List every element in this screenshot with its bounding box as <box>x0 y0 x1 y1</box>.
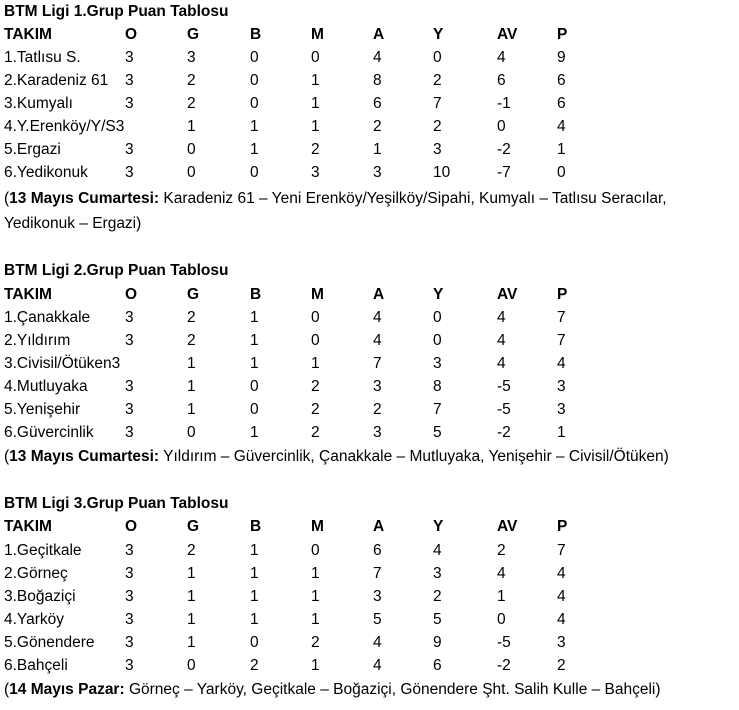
header-takim: TAKIM <box>4 518 52 535</box>
stat-cell: 4 <box>557 588 566 605</box>
stat-cell: 2 <box>187 309 196 326</box>
header-p: P <box>557 518 568 535</box>
table-row <box>0 421 739 444</box>
header-a: A <box>373 26 385 43</box>
stat-cell: 1 <box>250 332 259 349</box>
stat-cell: 7 <box>433 401 442 418</box>
fixture-matches: Görneç – Yarköy, Geçitkale – Boğaziçi, Gönendere Şht. Salih Kulle – Bahçeli) <box>124 681 661 698</box>
stat-cell: 1 <box>311 588 320 605</box>
team-name: 5.Ergazi <box>4 141 61 158</box>
team-name: 4.Mutluyaka <box>4 378 88 395</box>
stat-cell: 1 <box>250 611 259 628</box>
stat-cell: 7 <box>373 355 382 372</box>
table-row <box>0 608 739 631</box>
stat-cell: 3 <box>311 164 320 181</box>
stat-cell: 3 <box>125 565 134 582</box>
stat-cell: 6 <box>433 657 442 674</box>
table-row <box>0 562 739 585</box>
header-m: M <box>311 286 324 303</box>
stat-cell: 0 <box>187 141 196 158</box>
header-p: P <box>557 26 568 43</box>
stat-cell: 4 <box>557 565 566 582</box>
stat-cell: 1 <box>311 118 320 135</box>
stat-cell: 1 <box>187 378 196 395</box>
team-name: 4.Yarköy <box>4 611 65 628</box>
stat-cell: 1 <box>250 542 259 559</box>
table-row <box>0 46 739 69</box>
table-row <box>0 115 739 138</box>
team-name: 3.Civisil/Ötüken3 <box>4 355 121 372</box>
stat-cell: 1 <box>311 355 320 372</box>
stat-cell: 4 <box>373 49 382 66</box>
stat-cell: 1 <box>250 118 259 135</box>
stat-cell: 5 <box>433 424 442 441</box>
stat-cell: 1 <box>497 588 506 605</box>
team-name: 1.Tatlısu S. <box>4 49 81 66</box>
stat-cell: 3 <box>373 378 382 395</box>
stat-cell: 0 <box>250 401 259 418</box>
stat-cell: 1 <box>187 118 196 135</box>
table-row <box>0 352 739 375</box>
stat-cell: 3 <box>187 49 196 66</box>
stat-cell: 6 <box>373 95 382 112</box>
stat-cell: 3 <box>125 95 134 112</box>
stat-cell: 1 <box>311 657 320 674</box>
stat-cell: 9 <box>557 49 566 66</box>
stat-cell: 7 <box>433 95 442 112</box>
table-row <box>0 69 739 92</box>
team-name: 6.Yedikonuk <box>4 164 88 181</box>
stat-cell: 2 <box>311 401 320 418</box>
stat-cell: 2 <box>187 332 196 349</box>
stat-cell: 2 <box>497 542 506 559</box>
stat-cell: -5 <box>497 634 511 651</box>
header-b: B <box>250 286 262 303</box>
header-y: Y <box>433 286 444 303</box>
header-b: B <box>250 26 262 43</box>
stat-cell: 2 <box>311 141 320 158</box>
fixture-open-paren: ( <box>4 190 10 207</box>
stat-cell: 7 <box>373 565 382 582</box>
fixture-open-paren: ( <box>4 448 10 465</box>
stat-cell: 4 <box>373 657 382 674</box>
stat-cell: 3 <box>557 401 566 418</box>
stat-cell: -7 <box>497 164 511 181</box>
stat-cell: 5 <box>373 611 382 628</box>
table-row <box>0 138 739 161</box>
stat-cell: 1 <box>557 424 566 441</box>
stat-cell: 1 <box>250 355 259 372</box>
group-1-fixture-note <box>4 186 736 236</box>
stat-cell: 2 <box>373 401 382 418</box>
stat-cell: 7 <box>557 309 566 326</box>
stat-cell: 2 <box>311 378 320 395</box>
stat-cell: 4 <box>373 309 382 326</box>
stat-cell: 6 <box>373 542 382 559</box>
stat-cell: 1 <box>250 588 259 605</box>
team-name: 2.Karadeniz 61 <box>4 72 109 89</box>
stat-cell: 4 <box>497 565 506 582</box>
stat-cell: 3 <box>125 72 134 89</box>
stat-cell: 2 <box>250 657 259 674</box>
stat-cell: 0 <box>497 118 506 135</box>
stat-cell: 0 <box>250 634 259 651</box>
stat-cell: -5 <box>497 378 511 395</box>
team-name: 4.Y.Erenköy/Y/S3 <box>4 118 125 135</box>
table-row <box>0 161 739 184</box>
table-row <box>0 329 739 352</box>
header-a: A <box>373 286 385 303</box>
table-row <box>0 306 739 329</box>
stat-cell: 3 <box>125 542 134 559</box>
stat-cell: 1 <box>187 634 196 651</box>
header-y: Y <box>433 26 444 43</box>
stat-cell: 1 <box>557 141 566 158</box>
stat-cell: 0 <box>311 49 320 66</box>
fixture-date: 13 Mayıs Cumartesi: <box>9 448 160 465</box>
header-p: P <box>557 286 568 303</box>
stat-cell: -2 <box>497 657 511 674</box>
stat-cell: 0 <box>187 424 196 441</box>
stat-cell: 4 <box>433 542 442 559</box>
stat-cell: 2 <box>187 72 196 89</box>
group-3-title: BTM Ligi 3.Grup Puan Tablosu <box>4 495 229 512</box>
stat-cell: 0 <box>311 309 320 326</box>
stat-cell: 3 <box>373 164 382 181</box>
stat-cell: 1 <box>187 355 196 372</box>
stat-cell: 6 <box>497 72 506 89</box>
stat-cell: 7 <box>557 542 566 559</box>
stat-cell: 0 <box>250 72 259 89</box>
stat-cell: 4 <box>497 309 506 326</box>
header-o: O <box>125 518 138 535</box>
header-takim: TAKIM <box>4 26 52 43</box>
group-2-title: BTM Ligi 2.Grup Puan Tablosu <box>4 262 229 279</box>
stat-cell: 3 <box>125 309 134 326</box>
team-name: 1.Geçitkale <box>4 542 82 559</box>
header-b: B <box>250 518 262 535</box>
stat-cell: 4 <box>497 49 506 66</box>
team-name: 5.Yenişehir <box>4 401 81 418</box>
stat-cell: 3 <box>125 424 134 441</box>
team-name: 5.Gönendere <box>4 634 95 651</box>
team-name: 1.Çanakkale <box>4 309 91 326</box>
stat-cell: 4 <box>557 118 566 135</box>
stat-cell: 0 <box>250 95 259 112</box>
group-3-fixture-note <box>4 677 736 702</box>
table-row <box>0 631 739 654</box>
header-av: AV <box>497 518 518 535</box>
header-a: A <box>373 518 385 535</box>
stat-cell: 3 <box>373 588 382 605</box>
stat-cell: 1 <box>250 309 259 326</box>
stat-cell: 2 <box>187 542 196 559</box>
group-2-fixture-note <box>4 444 736 469</box>
stat-cell: 1 <box>250 141 259 158</box>
stat-cell: 3 <box>433 355 442 372</box>
stat-cell: -2 <box>497 141 511 158</box>
stat-cell: 10 <box>433 164 451 181</box>
stat-cell: 0 <box>433 49 442 66</box>
stat-cell: 2 <box>373 118 382 135</box>
stat-cell: 5 <box>433 611 442 628</box>
header-g: G <box>187 518 200 535</box>
stat-cell: 3 <box>125 611 134 628</box>
stat-cell: 0 <box>433 309 442 326</box>
header-y: Y <box>433 518 444 535</box>
stat-cell: 4 <box>497 355 506 372</box>
stat-cell: 3 <box>433 141 442 158</box>
stat-cell: 0 <box>311 542 320 559</box>
stat-cell: 3 <box>125 401 134 418</box>
stat-cell: 3 <box>125 332 134 349</box>
stat-cell: 1 <box>187 565 196 582</box>
group-1-header-row <box>0 23 739 46</box>
stat-cell: 1 <box>250 565 259 582</box>
header-m: M <box>311 26 324 43</box>
stat-cell: 0 <box>557 164 566 181</box>
team-name: 6.Güvercinlik <box>4 424 94 441</box>
stat-cell: 0 <box>187 657 196 674</box>
stat-cell: -2 <box>497 424 511 441</box>
stat-cell: 4 <box>557 611 566 628</box>
team-name: 3.Kumyalı <box>4 95 73 112</box>
stat-cell: 1 <box>311 72 320 89</box>
stat-cell: 1 <box>311 565 320 582</box>
stat-cell: 2 <box>433 588 442 605</box>
table-row <box>0 375 739 398</box>
stat-cell: -5 <box>497 401 511 418</box>
header-takim: TAKIM <box>4 286 52 303</box>
stat-cell: 6 <box>557 72 566 89</box>
header-av: AV <box>497 26 518 43</box>
fixture-matches: Karadeniz 61 – Yeni Erenköy/Yeşilköy/Sipahi, Kumyalı – Tatlısu Seracılar, Yedikonuk – Ergazi) <box>4 190 667 232</box>
team-name: 2.Yıldırım <box>4 332 71 349</box>
stat-cell: 1 <box>373 141 382 158</box>
group-3-header-row <box>0 515 739 538</box>
stat-cell: 2 <box>433 72 442 89</box>
header-m: M <box>311 518 324 535</box>
stat-cell: 3 <box>373 424 382 441</box>
table-row <box>0 585 739 608</box>
stat-cell: 4 <box>373 332 382 349</box>
fixture-matches: Yıldırım – Güvercinlik, Çanakkale – Mutluyaka, Yenişehir – Civisil/Ötüken) <box>159 448 669 465</box>
header-o: O <box>125 286 138 303</box>
stat-cell: 1 <box>311 611 320 628</box>
stat-cell: -1 <box>497 95 511 112</box>
stat-cell: 3 <box>125 164 134 181</box>
stat-cell: 2 <box>311 424 320 441</box>
stat-cell: 3 <box>557 634 566 651</box>
table-row <box>0 539 739 562</box>
stat-cell: 7 <box>557 332 566 349</box>
stat-cell: 2 <box>187 95 196 112</box>
stat-cell: 4 <box>373 634 382 651</box>
stat-cell: 1 <box>187 588 196 605</box>
fixture-open-paren: ( <box>4 681 10 698</box>
stat-cell: 0 <box>433 332 442 349</box>
stat-cell: 3 <box>433 565 442 582</box>
table-row <box>0 92 739 115</box>
group-1-title: BTM Ligi 1.Grup Puan Tablosu <box>4 3 229 20</box>
stat-cell: 9 <box>433 634 442 651</box>
fixture-date: 14 Mayıs Pazar: <box>9 681 125 698</box>
stat-cell: 2 <box>433 118 442 135</box>
stat-cell: 1 <box>187 401 196 418</box>
stat-cell: 3 <box>125 588 134 605</box>
stat-cell: 3 <box>557 378 566 395</box>
group-2-header-row <box>0 283 739 306</box>
table-row <box>0 398 739 421</box>
stat-cell: 0 <box>311 332 320 349</box>
team-name: 2.Görneç <box>4 565 68 582</box>
stat-cell: 3 <box>125 634 134 651</box>
stat-cell: 0 <box>250 164 259 181</box>
stat-cell: 1 <box>187 611 196 628</box>
stat-cell: 3 <box>125 141 134 158</box>
header-g: G <box>187 286 200 303</box>
stat-cell: 4 <box>557 355 566 372</box>
stat-cell: 1 <box>311 95 320 112</box>
team-name: 3.Boğaziçi <box>4 588 76 605</box>
stat-cell: 8 <box>373 72 382 89</box>
stat-cell: 0 <box>497 611 506 628</box>
stat-cell: 3 <box>125 49 134 66</box>
fixture-date: 13 Mayıs Cumartesi: <box>9 190 160 207</box>
stat-cell: 3 <box>125 378 134 395</box>
header-o: O <box>125 26 138 43</box>
stat-cell: 0 <box>187 164 196 181</box>
stat-cell: 2 <box>311 634 320 651</box>
table-row <box>0 654 739 677</box>
stat-cell: 0 <box>250 378 259 395</box>
team-name: 6.Bahçeli <box>4 657 68 674</box>
header-av: AV <box>497 286 518 303</box>
header-g: G <box>187 26 200 43</box>
stat-cell: 0 <box>250 49 259 66</box>
stat-cell: 8 <box>433 378 442 395</box>
stat-cell: 1 <box>250 424 259 441</box>
stat-cell: 4 <box>497 332 506 349</box>
stat-cell: 3 <box>125 657 134 674</box>
stat-cell: 6 <box>557 95 566 112</box>
stat-cell: 2 <box>557 657 566 674</box>
